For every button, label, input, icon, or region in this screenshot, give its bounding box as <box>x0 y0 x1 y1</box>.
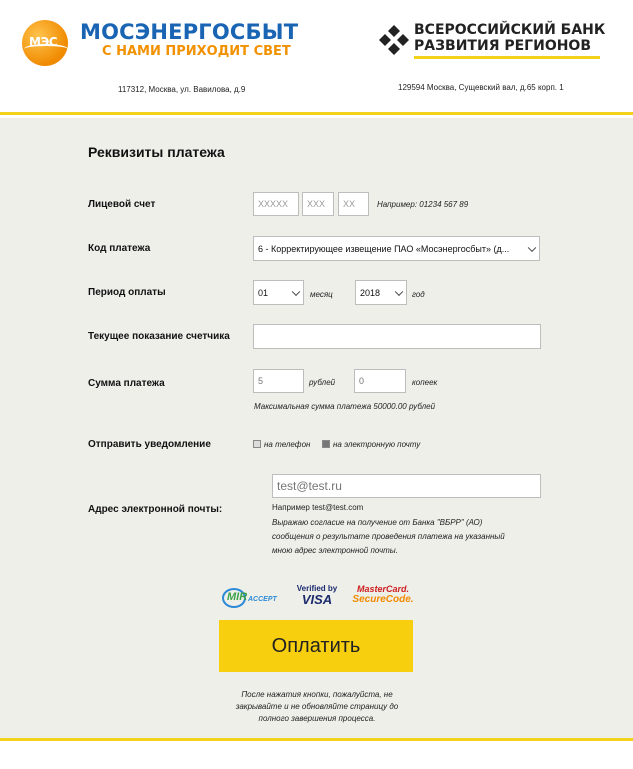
page-header <box>0 0 633 115</box>
mes-logo-mark: МЭС <box>29 35 58 49</box>
notify-email-checkbox[interactable] <box>322 440 330 448</box>
max-amount-hint: Максимальная сумма платежа 50000.00 рублей <box>254 402 436 411</box>
email-input[interactable] <box>272 474 541 498</box>
notify-phone-checkbox[interactable] <box>253 440 261 448</box>
payment-code-select[interactable] <box>253 236 540 261</box>
rubles-label: рублей <box>309 378 336 387</box>
chevron-down-icon <box>292 287 300 295</box>
email-consent-text: Выражаю согласие на получение от Банка "ВБРР" (АО) сообщения о результате проведения платежа на указанный мною адрес электронной почты. <box>272 518 505 555</box>
chevron-down-icon <box>395 287 403 295</box>
payment-system-logos <box>222 584 418 614</box>
meter-reading-input[interactable] <box>253 324 541 349</box>
account-part1-input[interactable]: XXXXX <box>253 192 299 216</box>
year-value: 2018 <box>360 287 381 298</box>
mes-company-name: МОСЭНЕРГОСБЫТ <box>80 20 299 44</box>
kopecks-input[interactable]: 0 <box>354 369 406 393</box>
month-select[interactable] <box>253 280 304 305</box>
period-label: Период оплаты <box>88 287 166 298</box>
mes-logo-icon <box>22 20 68 66</box>
email-label: Адрес электронной почты: <box>88 504 223 515</box>
notify-email-label: на электронную почту <box>333 440 421 449</box>
verified-by-visa-logo: Verified by VISA <box>296 584 338 607</box>
account-part3-input[interactable]: XX <box>338 192 369 216</box>
pay-button[interactable]: Оплатить <box>219 620 413 672</box>
mes-address: 117312, Москва, ул. Вавилова, д.9 <box>118 85 246 94</box>
year-select[interactable] <box>355 280 407 305</box>
payment-code-label: Код платежа <box>88 243 151 254</box>
vbrr-bank-name: ВСЕРОССИЙСКИЙ БАНК РАЗВИТИЯ РЕГИОНОВ <box>414 22 606 54</box>
payment-code-value: 6 - Корректирующее извещение ПАО «Мосэнергосбыт» (д... <box>258 243 510 254</box>
notify-label: Отправить уведомление <box>88 439 211 450</box>
mastercard-securecode-logo: MasterCard. SecureCode. <box>352 584 414 605</box>
chevron-down-icon <box>528 243 536 251</box>
meter-label: Текущее показание счетчика <box>88 331 230 342</box>
vbrr-logo-icon <box>378 24 410 56</box>
mir-accept-logo: MIR ACCEPT <box>222 588 282 608</box>
payment-form <box>0 118 633 738</box>
page-footer <box>0 738 633 769</box>
form-title: Реквизиты платежа <box>88 144 225 160</box>
pay-note: После нажатия кнопки, пожалуйста, не закрывайте и не обновляйте страницу до полного завершения процесса. <box>235 690 399 723</box>
rubles-input[interactable]: 5 <box>253 369 304 393</box>
notify-phone-label: на телефон <box>264 440 311 449</box>
month-value: 01 <box>258 287 269 298</box>
account-hint: Например: 01234 567 89 <box>377 200 469 209</box>
vbrr-logo <box>378 22 618 62</box>
account-label: Лицевой счет <box>88 199 156 210</box>
month-label: месяц <box>310 290 333 299</box>
mosenergosbyt-logo <box>22 18 299 64</box>
account-part2-input[interactable]: XXX <box>302 192 334 216</box>
year-label: год <box>412 290 425 299</box>
amount-label: Сумма платежа <box>88 378 165 389</box>
bank-address: 129594 Москва, Сущевский вал, д.65 корп. 1 <box>398 83 564 92</box>
kopecks-label: копеек <box>412 378 438 387</box>
mes-slogan: С НАМИ ПРИХОДИТ СВЕТ <box>102 44 291 59</box>
email-example: Например test@test.com <box>272 503 364 512</box>
